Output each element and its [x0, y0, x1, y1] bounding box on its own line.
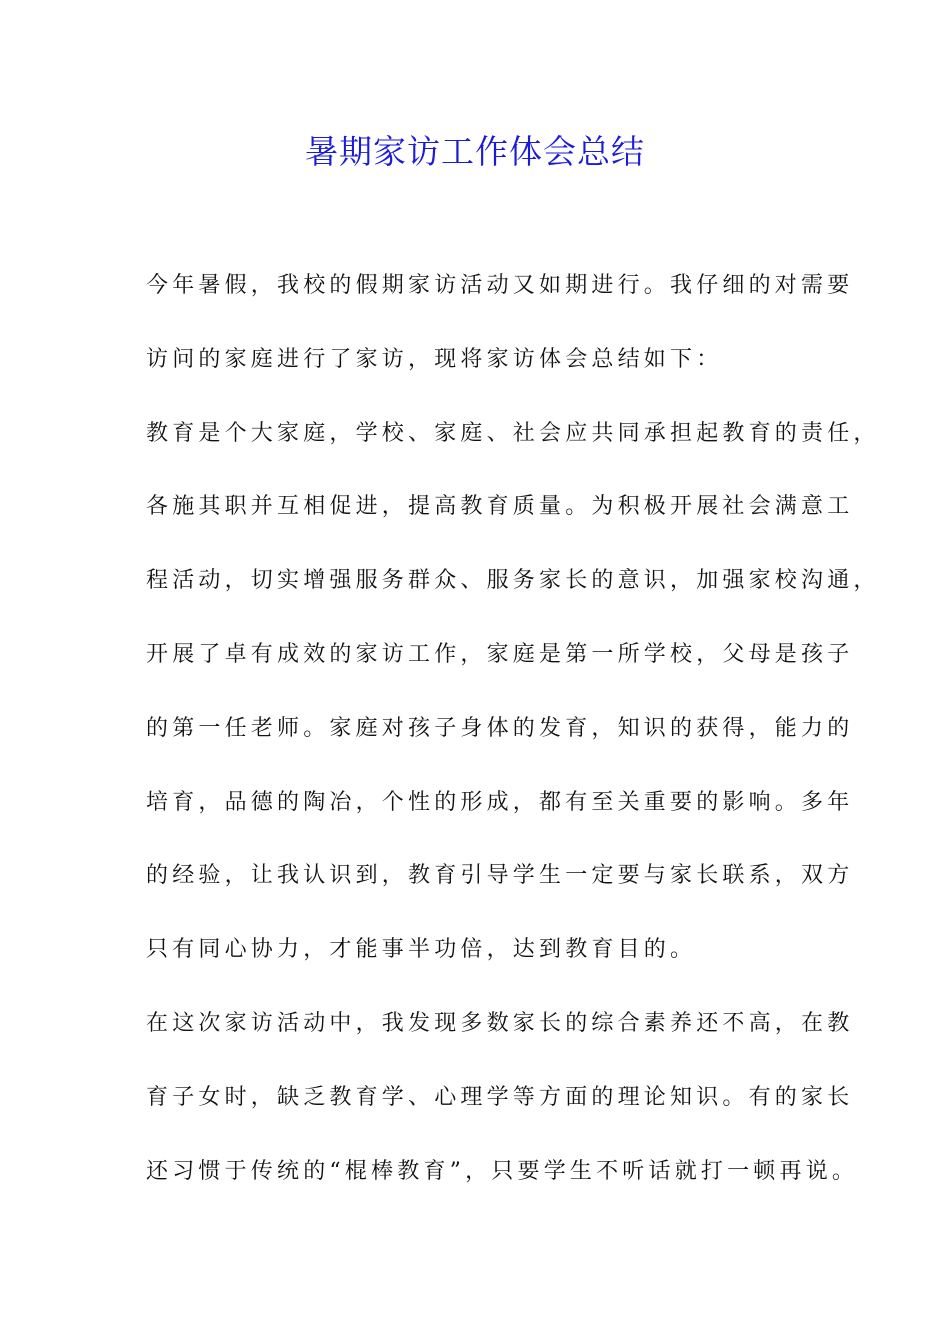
text-line-1: 今年暑假，我校的假期家访活动又如期进行。我仔细的对需要	[146, 273, 854, 298]
document-title: 暑期家访工作体会总结	[305, 132, 645, 171]
text-line-2: 访问的家庭进行了家访，现将家访体会总结如下：	[146, 346, 723, 372]
text-line-11: 在这次家访活动中，我发现多数家长的综合素养还不高，在教	[146, 1010, 854, 1036]
text-line-6: 开展了卓有成效的家访工作，家庭是第一所学校，父母是孩子	[146, 641, 854, 667]
text-line-3: 教育是个大家庭，学校、家庭、社会应共同承担起教育的责任，	[146, 420, 880, 446]
text-line-13: 还习惯于传统的“棍棒教育”，只要学生不听话就打一顿再说。	[146, 1158, 859, 1184]
document-body	[146, 264, 880, 1223]
text-line-7: 的第一任老师。家庭对孩子身体的发育，知识的获得，能力的	[146, 715, 854, 741]
text-line-9: 的经验，让我认识到，教育引导学生一定要与家长联系，双方	[146, 863, 854, 889]
text-line-10: 只有同心协力，才能事半功倍，达到教育目的。	[146, 937, 697, 963]
text-line-5: 程活动，切实增强服务群众、服务家长的意识，加强家校沟通，	[146, 568, 880, 594]
text-line-8: 培育，品德的陶冶，个性的形成，都有至关重要的影响。多年	[146, 789, 854, 815]
text-line-12: 育子女时，缺乏教育学、心理学等方面的理论知识。有的家长	[146, 1084, 854, 1110]
text-line-4: 各施其职并互相促进，提高教育质量。为积极开展社会满意工	[146, 494, 854, 520]
